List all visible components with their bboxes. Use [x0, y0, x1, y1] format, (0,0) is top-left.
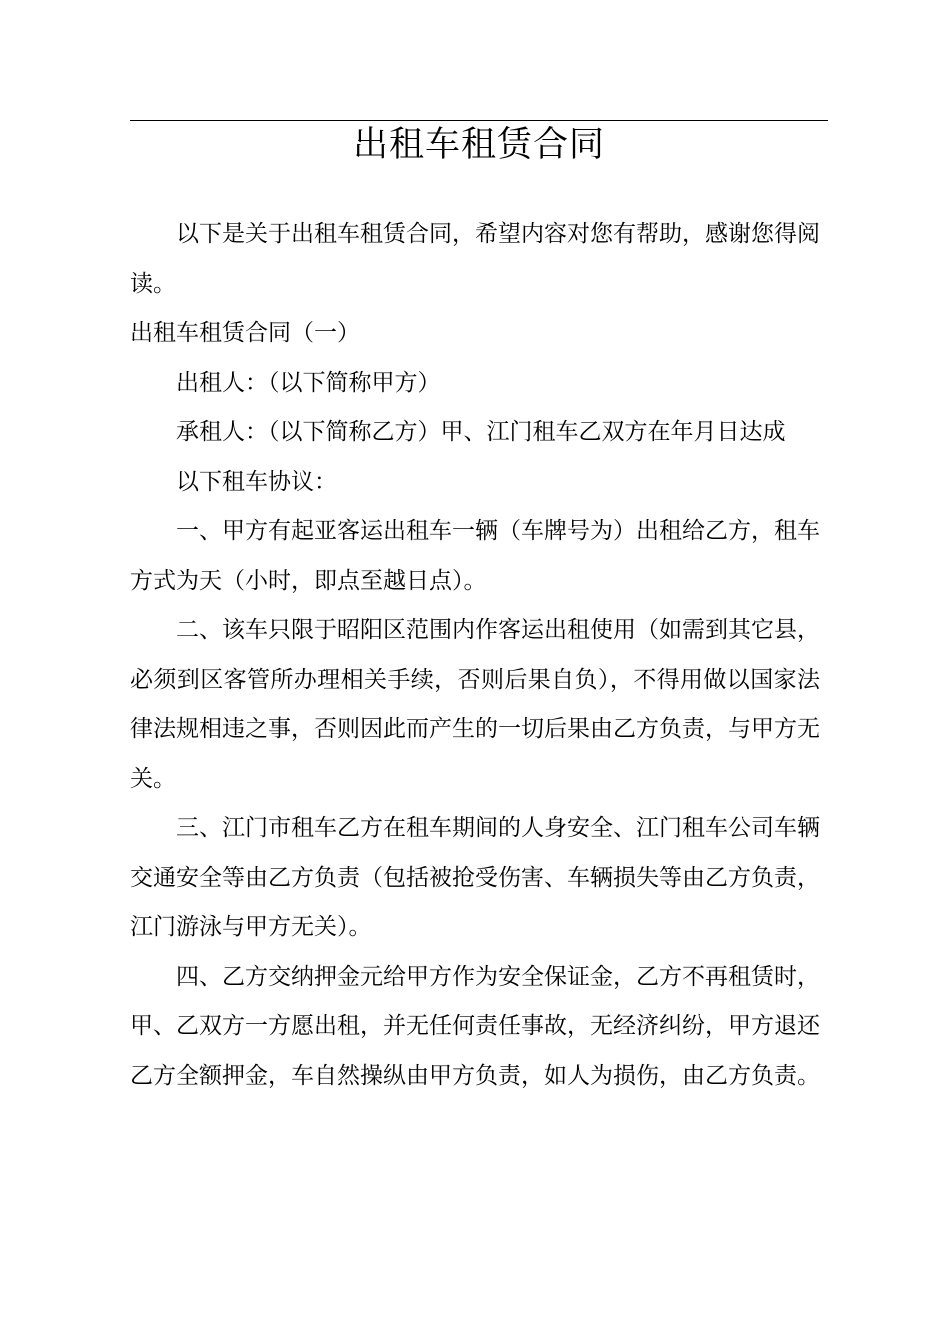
clause-4: 四、乙方交纳押金元给甲方作为安全保证金，乙方不再租赁时，甲、乙双方一方愿出租，并无任何责任事故，无经济纠纷，甲方退还乙方全额押金，车自然操纵由甲方负责，如人为损伤，由乙方负责。 — [130, 963, 820, 1089]
document-title: 出租车租赁合同 — [352, 125, 605, 165]
document-body — [130, 210, 820, 1101]
clause-3: 三、江门市租车乙方在租车期间的人身安全、江门租车公司车辆交通安全等由乙方负责（包括被抢受伤害、车辆损失等由乙方负责，江门游泳与甲方无关）。 — [130, 815, 820, 940]
lessor-line: 出租人：（以下简称甲方） — [176, 369, 441, 396]
clause-2: 二、该车只限于昭阳区范围内作客运出租使用（如需到其它县，必须到区客管所办理相关手续，否则后果自负），不得用做以国家法律法规相违之事，否则因此而产生的一切后果由乙方负责，与甲方无关。 — [130, 617, 820, 792]
clause-1: 一、甲方有起亚客运出租车一辆（车牌号为）出租给乙方，租车方式为天（小时，即点至越日点）。 — [130, 518, 820, 594]
section-heading: 出租车租赁合同（一） — [130, 320, 360, 346]
intro-paragraph: 以下是关于出租车租赁合同，希望内容对您有帮助，感谢您得阅读。 — [130, 221, 820, 297]
lessee-line: 承租人：（以下简称乙方）甲、江门租车乙双方在年月日达成 — [176, 419, 786, 445]
agreement-intro-line: 以下租车协议： — [176, 468, 337, 495]
